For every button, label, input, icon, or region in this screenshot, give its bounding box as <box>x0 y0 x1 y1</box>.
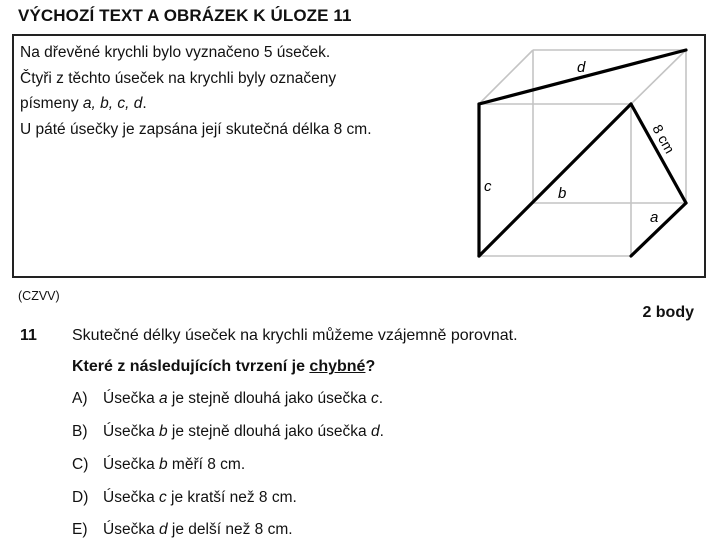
option-c[interactable] <box>72 456 245 474</box>
option-var2: c <box>370 390 379 407</box>
option-post: je stejně dlouhá jako úsečka <box>167 423 371 440</box>
option-letter: A) <box>72 390 88 407</box>
option-letter: E) <box>72 521 88 538</box>
intro-line-4: U páté úsečky je zapsána její skutečná délka 8 cm. <box>20 120 372 138</box>
source-label: (CZVV) <box>18 289 60 303</box>
points-label: 2 body <box>642 304 694 321</box>
question-number: 11 <box>20 327 37 344</box>
intro-line-1: Na dřevěné krychli bylo vyznačeno 5 úseček. <box>20 44 331 61</box>
label-c: c <box>484 178 492 195</box>
segment-a <box>631 203 686 256</box>
prompt-underlined: chybné <box>309 358 366 375</box>
label-d: d <box>577 59 586 76</box>
option-letter: B) <box>72 423 88 440</box>
option-d[interactable] <box>72 489 297 507</box>
intro-line-2: Čtyři z těchto úseček na krychli byly označeny <box>20 69 337 87</box>
option-pre: Úsečka <box>103 521 159 538</box>
option-pre: Úsečka <box>103 489 159 506</box>
question-prompt <box>72 358 375 376</box>
option-var: d <box>159 521 168 538</box>
option-letter: D) <box>72 489 89 506</box>
option-e[interactable] <box>72 521 293 539</box>
intro-box <box>12 34 706 278</box>
prompt-after: ? <box>365 358 376 375</box>
option-var: c <box>159 489 167 506</box>
option-var: b <box>159 423 168 440</box>
intro-line-3-letters: a, b, c, d <box>82 95 143 112</box>
intro-line-3-prefix: písmeny <box>20 95 83 112</box>
option-pre: Úsečka <box>103 423 159 440</box>
option-post: je delší než 8 cm. <box>167 521 293 538</box>
segment-8cm <box>631 104 686 203</box>
option-var2: d <box>370 423 380 440</box>
option-post: je kratší než 8 cm. <box>166 489 297 506</box>
option-var: b <box>159 456 168 473</box>
label-8cm: 8 cm <box>649 121 679 156</box>
cube-figure <box>14 36 704 276</box>
option-a[interactable] <box>72 390 383 408</box>
option-pre: Úsečka <box>103 390 159 407</box>
segment-b <box>479 104 631 256</box>
label-b: b <box>558 185 567 202</box>
question-text: Skutečné délky úseček na krychli můžeme vzájemně porovnat. <box>72 327 518 344</box>
prompt-before: Které z následujících tvrzení je <box>72 358 310 375</box>
intro-line-3-suffix: . <box>142 95 147 112</box>
option-post: měří 8 cm. <box>167 456 246 473</box>
option-end: . <box>379 423 384 440</box>
option-var: a <box>159 390 168 407</box>
option-post: je stejně dlouhá jako úsečka <box>167 390 371 407</box>
section-heading: VÝCHOZÍ TEXT A OBRÁZEK K ÚLOZE 11 <box>18 6 352 25</box>
option-b[interactable] <box>72 423 384 441</box>
option-end: . <box>378 390 384 407</box>
option-letter: C) <box>72 456 89 473</box>
option-pre: Úsečka <box>103 456 159 473</box>
label-a: a <box>650 209 659 226</box>
